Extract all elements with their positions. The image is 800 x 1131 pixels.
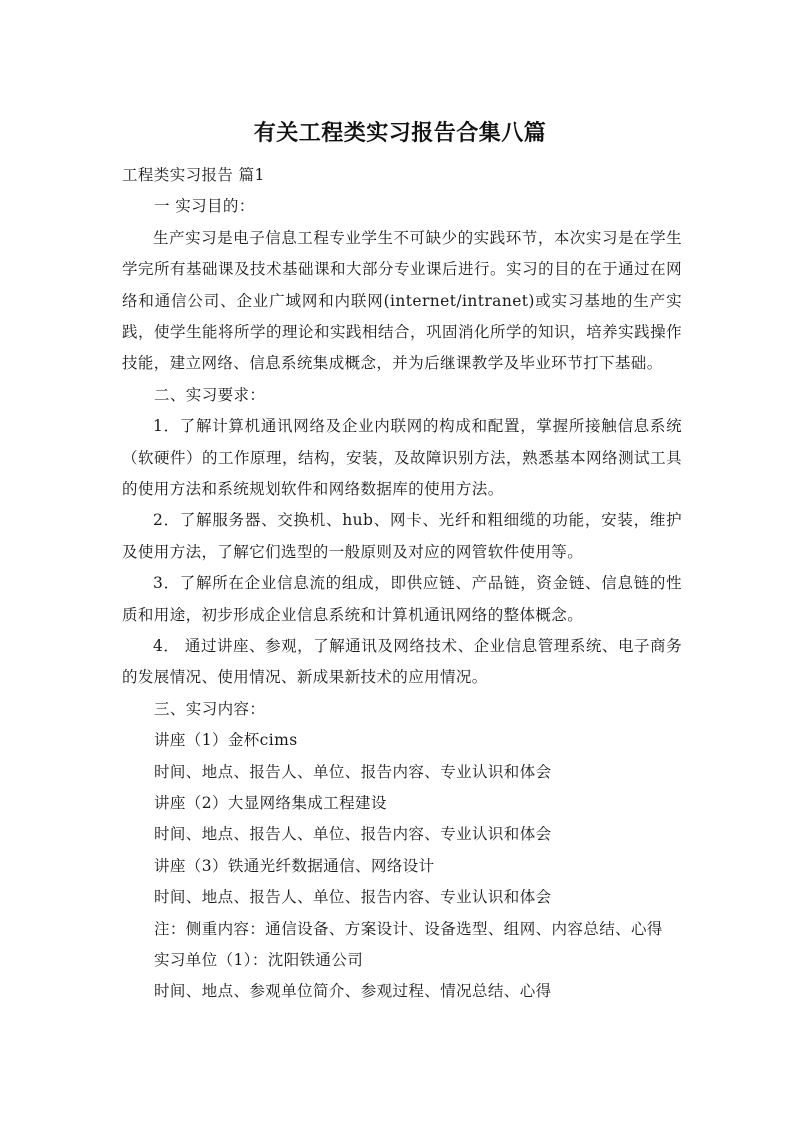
requirement-item: 2．了解服务器、交换机、hub、网卡、光纤和粗细缆的功能，安装，维护及使用方法，了解它们选型的一般原则及对应的网管软件使用等。 bbox=[122, 511, 682, 561]
requirement-item: 3．了解所在企业信息流的组成，即供应链、产品链，资金链、信息链的性质和用途，初步形成企业信息系统和计算机通讯网络的整体概念。 bbox=[122, 574, 682, 624]
section-heading-content: 三、实习内容： bbox=[154, 699, 266, 718]
content-line: 实习单位（1）：沈阳铁通公司 bbox=[154, 950, 364, 969]
requirement-item: 1．了解计算机通讯网络及企业内联网的构成和配置，掌握所接触信息系统（软硬件）的工作原理，结构，安装，及故障识别方法，熟悉基本网络测试工具的使用方法和系统规划软件和网络数据库的使用方法。 bbox=[122, 417, 682, 499]
content-line: 讲座（3）铁通光纤数据通信、网络设计 bbox=[154, 856, 435, 875]
requirement-item: 4． 通过讲座、参观，了解通讯及网络技术、企业信息管理系统、电子商务的发展情况、使用情况、新成果新技术的应用情况。 bbox=[122, 637, 682, 687]
document-title: 有关工程类实习报告合集八篇 bbox=[253, 121, 547, 146]
document-body bbox=[122, 160, 682, 1008]
content-line: 时间、地点、报告人、单位、报告内容、专业认识和体会 bbox=[154, 825, 552, 844]
content-line: 时间、地点、报告人、单位、报告内容、专业认识和体会 bbox=[154, 888, 552, 907]
purpose-paragraph: 生产实习是电子信息工程专业学生不可缺少的实践环节，本次实习是在学生学完所有基础课及技术基础课和大部分专业课后进行。实习的目的在于通过在网络和通信公司、企业广域网和内联网(internet/intranet)或实习基地的生产实践，使学生能将所学的理论和实践相结合，巩固消化所学的知识，培养实践操作技能，建立网络、信息系统集成概念，并为后继课教学及毕业环节打下基础。 bbox=[122, 228, 682, 373]
section-heading-requirements: 二、实习要求： bbox=[154, 385, 266, 404]
content-line: 注：侧重内容：通信设备、方案设计、设备选型、组网、内容总结、心得 bbox=[154, 919, 663, 938]
report-subtitle: 工程类实习报告 篇1 bbox=[122, 166, 265, 184]
content-line: 讲座（2）大显网络集成工程建设 bbox=[154, 794, 387, 813]
content-line: 时间、地点、报告人、单位、报告内容、专业认识和体会 bbox=[154, 762, 552, 781]
content-line: 时间、地点、参观单位简介、参观过程、情况总结、心得 bbox=[154, 982, 552, 1001]
section-heading-purpose: 一 实习目的： bbox=[154, 197, 255, 216]
content-line: 讲座（1）金杯cims bbox=[154, 731, 298, 750]
